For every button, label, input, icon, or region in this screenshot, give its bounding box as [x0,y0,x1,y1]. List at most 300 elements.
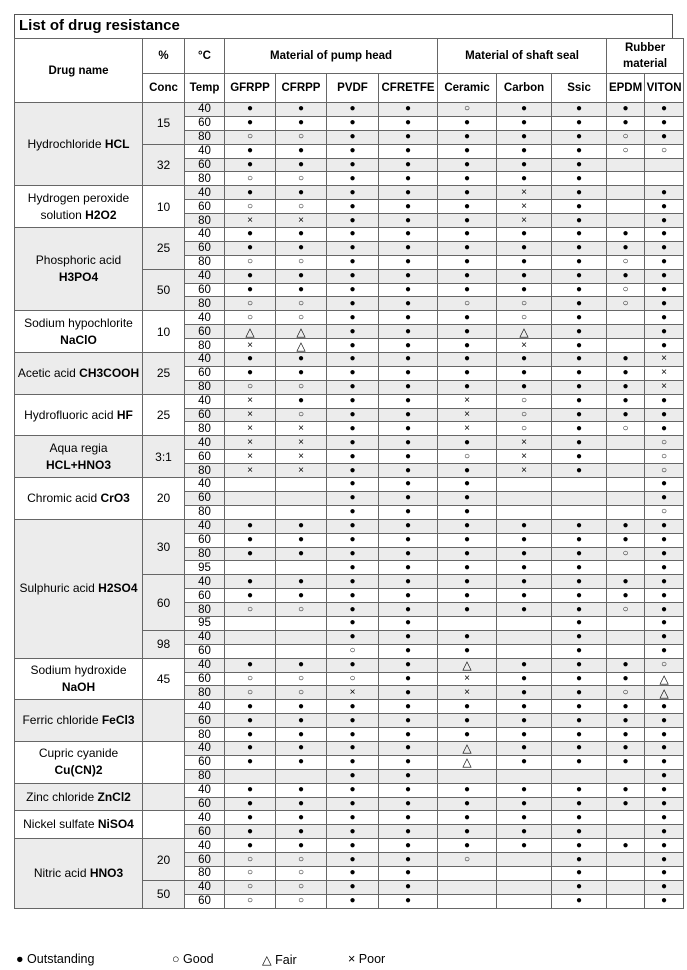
rating-epdm [607,825,645,839]
rating-ssic: ● [552,269,607,283]
rating-carbon [497,866,552,880]
temperature-cell: 60 [185,755,225,769]
rating-epdm [607,769,645,783]
rating-epdm [607,630,645,644]
rating-cfrpp [276,491,327,505]
rating-epdm: ● [607,241,645,255]
rating-pvdf: ● [327,158,379,172]
poor-symbol: × [348,952,356,966]
rating-viton: × [645,353,684,367]
rating-cfretfe: ● [379,686,438,700]
rating-epdm: ● [607,380,645,394]
rating-cfrpp: △ [276,325,327,339]
rating-viton: ○ [645,144,684,158]
rating-ssic: ● [552,853,607,867]
rating-ssic: ● [552,103,607,117]
rating-gfrpp: ○ [225,672,276,686]
rating-ceramic: ○ [438,103,497,117]
rating-gfrpp: ● [225,353,276,367]
temperature-cell: 40 [185,839,225,853]
rating-cfretfe: ● [379,297,438,311]
rating-ssic: ● [552,408,607,422]
rating-epdm [607,172,645,186]
rating-carbon: ○ [497,394,552,408]
temperature-cell: 40 [185,575,225,589]
concentration-cell: 50 [143,880,185,908]
rating-epdm [607,436,645,450]
concentration-cell: 25 [143,353,185,395]
rating-epdm: ● [607,672,645,686]
rating-viton: ● [645,186,684,200]
rating-cfretfe: ● [379,130,438,144]
rating-gfrpp: ● [225,241,276,255]
rating-pvdf: ● [327,728,379,742]
table-row [15,478,684,492]
rating-cfrpp: ● [276,269,327,283]
rating-carbon: ● [497,158,552,172]
rating-ceramic: ● [438,325,497,339]
rating-gfrpp: ● [225,144,276,158]
rating-epdm: ● [607,700,645,714]
rating-ceramic: × [438,408,497,422]
drug-name-cell [15,311,143,353]
rating-ssic: ● [552,839,607,853]
rating-ceramic: ● [438,464,497,478]
rating-cfrpp: ○ [276,866,327,880]
rating-ceramic: ● [438,714,497,728]
concentration-cell: 10 [143,186,185,228]
rating-gfrpp: ○ [225,880,276,894]
rating-gfrpp: ● [225,228,276,242]
rating-carbon: × [497,464,552,478]
rating-viton: ● [645,325,684,339]
pump-head-group-header: Material of pump head [225,39,438,74]
rating-pvdf: ● [327,700,379,714]
rating-ceramic: ● [438,269,497,283]
rating-ssic: ● [552,547,607,561]
rating-gfrpp: ● [225,158,276,172]
rating-carbon [497,894,552,908]
rating-gfrpp: ● [225,825,276,839]
drug-formula: NaOH [61,679,96,694]
temperature-cell: 40 [185,436,225,450]
temperature-cell: 60 [185,714,225,728]
rating-pvdf: × [327,686,379,700]
column-header-pvdf: PVDF [327,74,379,103]
table-row [15,394,684,408]
temperature-cell: 60 [185,491,225,505]
temperature-cell: 80 [185,769,225,783]
rating-pvdf: ● [327,769,379,783]
rating-carbon: ● [497,672,552,686]
rating-viton: × [645,366,684,380]
rating-viton: ● [645,533,684,547]
temperature-cell: 40 [185,700,225,714]
rating-ceramic [438,866,497,880]
rating-viton: ● [645,200,684,214]
rating-epdm [607,464,645,478]
rating-viton: ● [645,825,684,839]
rating-viton: ○ [645,436,684,450]
rating-cfrpp: ○ [276,672,327,686]
rating-ssic: ● [552,783,607,797]
rating-viton: × [645,380,684,394]
rating-pvdf: ● [327,325,379,339]
rating-ceramic: ● [438,575,497,589]
rating-cfretfe: ● [379,144,438,158]
rating-ceramic: ● [438,561,497,575]
rating-ssic [552,505,607,519]
rating-epdm [607,478,645,492]
rating-pvdf: ● [327,450,379,464]
temperature-cell: 40 [185,630,225,644]
rating-cfretfe: ● [379,380,438,394]
concentration-cell: 20 [143,839,185,881]
rating-pvdf: ● [327,755,379,769]
temperature-cell: 60 [185,894,225,908]
rating-viton: ● [645,408,684,422]
rating-cfrpp: ● [276,728,327,742]
rating-ssic: ● [552,450,607,464]
rating-cfrpp: ○ [276,880,327,894]
rating-ceramic: ● [438,228,497,242]
rating-epdm [607,186,645,200]
rating-cfretfe: ● [379,728,438,742]
rating-pvdf: ○ [327,644,379,658]
rating-cfrpp: ● [276,394,327,408]
rating-pvdf: ● [327,130,379,144]
good-symbol: ○ [172,952,180,966]
rating-ssic [552,478,607,492]
drug-name: Hydrofluoric acid [24,407,117,422]
rating-cfretfe: ● [379,866,438,880]
rating-cfretfe: ● [379,603,438,617]
rating-cfretfe: ● [379,200,438,214]
rating-carbon: × [497,200,552,214]
rating-epdm [607,866,645,880]
rating-pvdf: ● [327,228,379,242]
column-header-ceramic: Ceramic [438,74,497,103]
rating-pvdf: ● [327,575,379,589]
rating-viton: ● [645,241,684,255]
rating-cfretfe: ● [379,825,438,839]
rating-pvdf: ● [327,214,379,228]
rating-cfrpp: ● [276,158,327,172]
drug-name-cell [15,478,143,520]
rating-epdm: ● [607,519,645,533]
rating-ssic: ● [552,422,607,436]
rating-ssic: ● [552,311,607,325]
rating-ceramic: ○ [438,853,497,867]
percent-header: % [143,39,185,74]
temperature-cell: 40 [185,269,225,283]
rating-ssic: ● [552,283,607,297]
rating-viton: ● [645,880,684,894]
rating-ceramic: ● [438,825,497,839]
temperature-cell: 80 [185,339,225,353]
temperature-cell: 60 [185,366,225,380]
rating-cfretfe: ● [379,478,438,492]
rating-ceramic: ● [438,311,497,325]
rating-gfrpp: ● [225,783,276,797]
rating-viton: ● [645,769,684,783]
rating-carbon: ● [497,241,552,255]
rating-cfretfe: ● [379,533,438,547]
temperature-cell: 40 [185,658,225,672]
rating-cfrpp: ○ [276,380,327,394]
legend-item-good [172,952,214,966]
rating-cfretfe: ● [379,672,438,686]
temperature-cell: 80 [185,603,225,617]
rating-carbon: × [497,214,552,228]
rating-ssic: ● [552,630,607,644]
rating-epdm [607,200,645,214]
rating-gfrpp: ○ [225,311,276,325]
rating-viton: ● [645,755,684,769]
rating-epdm: ○ [607,603,645,617]
rating-pvdf: ● [327,880,379,894]
drug-name: Cupric cyanide [38,746,119,761]
rating-ceramic [438,880,497,894]
rating-viton: ● [645,839,684,853]
drug-name: Sodium hypochlorite [24,315,133,330]
rating-cfretfe: ● [379,394,438,408]
temperature-cell: 95 [185,561,225,575]
rating-ceramic: ● [438,728,497,742]
rating-epdm: ● [607,658,645,672]
rating-epdm: ○ [607,283,645,297]
rating-ssic: ● [552,228,607,242]
rating-epdm: ● [607,366,645,380]
rating-epdm [607,450,645,464]
rating-epdm: ○ [607,297,645,311]
rating-carbon [497,644,552,658]
rating-pvdf: ● [327,714,379,728]
degree-header: °C [185,39,225,74]
rating-gfrpp: × [225,436,276,450]
rating-gfrpp: ○ [225,894,276,908]
drug-formula: HCL [104,136,130,151]
rating-viton: ● [645,214,684,228]
rating-carbon [497,478,552,492]
rating-cfrpp: × [276,450,327,464]
rating-epdm: ● [607,103,645,117]
temperature-cell: 80 [185,297,225,311]
rating-viton: ● [645,797,684,811]
rating-cfrpp: ● [276,700,327,714]
rating-pvdf: ● [327,255,379,269]
rating-gfrpp: ○ [225,380,276,394]
rating-epdm: ○ [607,547,645,561]
drug-name-cell [15,103,143,186]
rating-pvdf: ● [327,866,379,880]
rating-viton: ● [645,478,684,492]
rating-pvdf: ● [327,894,379,908]
rating-gfrpp: ● [225,714,276,728]
table-row [15,741,684,755]
rating-carbon: ● [497,575,552,589]
legend-item-poor [348,952,385,966]
rating-epdm: ● [607,575,645,589]
rating-ceramic: × [438,686,497,700]
rating-ceramic: ● [438,186,497,200]
temperature-cell: 60 [185,241,225,255]
rating-pvdf: ● [327,380,379,394]
rating-gfrpp [225,630,276,644]
rating-cfrpp: ○ [276,603,327,617]
rating-cfretfe: ● [379,797,438,811]
concentration-cell: 25 [143,228,185,270]
rating-gfrpp: ● [225,533,276,547]
drug-formula: HF [116,407,133,422]
rating-ceramic: ● [438,839,497,853]
rating-ceramic: ● [438,255,497,269]
rating-pvdf: ● [327,116,379,130]
rating-ssic [552,491,607,505]
temperature-cell: 40 [185,519,225,533]
rating-epdm [607,853,645,867]
rating-carbon: × [497,436,552,450]
rating-carbon: ● [497,783,552,797]
rating-gfrpp [225,616,276,630]
rating-viton [645,172,684,186]
rating-pvdf: ● [327,825,379,839]
rating-carbon: ● [497,589,552,603]
rating-cfrpp: ○ [276,297,327,311]
rating-viton: ● [645,491,684,505]
rating-ceramic: ● [438,116,497,130]
rating-pvdf: ● [327,561,379,575]
rating-viton [645,158,684,172]
rating-gfrpp: × [225,464,276,478]
rating-ssic: ● [552,186,607,200]
rating-viton: ● [645,616,684,630]
rating-carbon: ○ [497,408,552,422]
rating-cfrpp: × [276,436,327,450]
rating-ssic: ● [552,894,607,908]
rating-gfrpp: ○ [225,603,276,617]
rating-viton: ○ [645,464,684,478]
temperature-cell: 80 [185,422,225,436]
rating-viton: ● [645,630,684,644]
rating-viton: ○ [645,658,684,672]
rating-viton: ● [645,714,684,728]
drug-name: Aqua regia [49,440,108,455]
rating-gfrpp: ○ [225,686,276,700]
rating-pvdf: ● [327,741,379,755]
table-row [15,519,684,533]
rating-cfrpp: ● [276,186,327,200]
rating-pvdf: ● [327,533,379,547]
rating-pvdf: ● [327,366,379,380]
rating-ceramic: ● [438,172,497,186]
rating-ssic [552,769,607,783]
table-row [15,700,684,714]
rating-ceramic: ● [438,797,497,811]
rating-cfrpp: ● [276,811,327,825]
column-header-cfrpp: CFRPP [276,74,327,103]
rating-gfrpp: ● [225,547,276,561]
rating-epdm: ● [607,741,645,755]
rating-ceramic: ● [438,547,497,561]
legend-item-fair [262,952,297,967]
rating-cfretfe: ● [379,491,438,505]
temperature-cell: 80 [185,547,225,561]
rating-carbon [497,505,552,519]
drug-name-cell [15,228,143,311]
rating-cfretfe: ● [379,853,438,867]
rating-carbon: ● [497,366,552,380]
drug-name-cell [15,436,143,478]
rating-epdm: ● [607,714,645,728]
temperature-cell: 40 [185,741,225,755]
rating-cfrpp: ● [276,116,327,130]
table-row [15,353,684,367]
rating-pvdf: ● [327,783,379,797]
rating-ssic: ● [552,561,607,575]
rating-cfrpp: ● [276,783,327,797]
concentration-cell [143,811,185,839]
rating-cfrpp [276,478,327,492]
rating-viton: ● [645,547,684,561]
rating-cfrpp: ● [276,241,327,255]
rating-epdm: ● [607,533,645,547]
rating-viton: ● [645,589,684,603]
rating-pvdf: ● [327,186,379,200]
rating-pvdf: ● [327,353,379,367]
rating-ssic: ● [552,728,607,742]
rating-carbon: × [497,339,552,353]
table-row [15,783,684,797]
rating-carbon: ● [497,519,552,533]
concentration-cell: 45 [143,658,185,700]
concentration-cell: 3:1 [143,436,185,478]
rating-carbon: × [497,450,552,464]
rating-carbon: ● [497,144,552,158]
temperature-cell: 80 [185,214,225,228]
rating-viton: ● [645,603,684,617]
temperature-cell: 80 [185,505,225,519]
rating-gfrpp: ● [225,797,276,811]
rating-cfretfe: ● [379,575,438,589]
rating-pvdf: ● [327,200,379,214]
rating-gfrpp: △ [225,325,276,339]
rating-viton: ● [645,116,684,130]
drug-name: Nickel sulfate [23,817,98,832]
rating-cfrpp: ● [276,755,327,769]
rating-cfretfe: ● [379,658,438,672]
rating-epdm [607,616,645,630]
drug-name: Hydrogen peroxide solution [27,190,130,222]
rating-cfrpp: ● [276,144,327,158]
rating-carbon: ● [497,255,552,269]
rating-pvdf: ● [327,589,379,603]
rating-ceramic: ● [438,283,497,297]
rating-ssic: ● [552,241,607,255]
rating-carbon: ○ [497,311,552,325]
rating-cfrpp [276,561,327,575]
drug-formula: CH3COOH [79,365,140,380]
rating-gfrpp: ○ [225,130,276,144]
rating-epdm [607,894,645,908]
rating-gfrpp: ● [225,700,276,714]
rating-cfretfe: ● [379,616,438,630]
rating-cfretfe: ● [379,547,438,561]
rating-pvdf: ● [327,603,379,617]
rating-ssic: ● [552,394,607,408]
rating-cfretfe: ● [379,325,438,339]
rating-viton: ● [645,575,684,589]
